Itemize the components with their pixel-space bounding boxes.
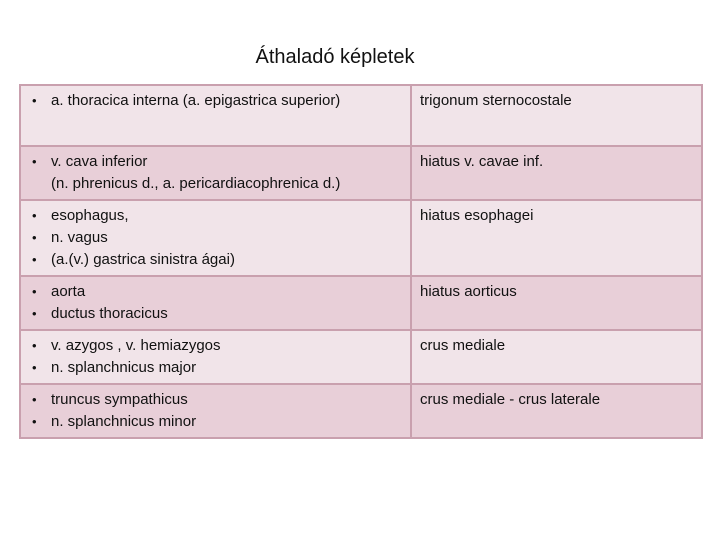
- list-item: • (a.(v.) gastrica sinistra ágai): [29, 249, 402, 271]
- structures-cell: [20, 85, 411, 146]
- structures-cell: [20, 276, 411, 330]
- structures-cell: [20, 200, 411, 276]
- list-item: • n. splanchnicus major: [29, 357, 402, 379]
- table-row: [20, 85, 702, 146]
- bullet-icon: •: [32, 252, 37, 267]
- bullet-icon: •: [32, 230, 37, 245]
- table-row: [20, 384, 702, 438]
- bullet-icon: •: [32, 392, 37, 407]
- list-item: • a. thoracica interna (a. epigastrica superior): [29, 90, 402, 112]
- table-row: [20, 200, 702, 276]
- bullet-list: [29, 205, 402, 271]
- bullet-icon: •: [32, 360, 37, 375]
- bullet-icon: •: [32, 306, 37, 321]
- bullet-icon: •: [32, 93, 37, 108]
- location-cell: crus mediale: [411, 330, 702, 384]
- bullet-list: [29, 335, 402, 379]
- table-row: [20, 330, 702, 384]
- list-item: • n. splanchnicus minor: [29, 411, 402, 433]
- list-item: • ductus thoracicus: [29, 303, 402, 325]
- structures-cell: [20, 330, 411, 384]
- page-title: Áthaladó képletek: [255, 46, 415, 68]
- bullet-list: [29, 281, 402, 325]
- bullet-list: [29, 90, 402, 112]
- sub-note: (n. phrenicus d., a. pericardiacophrenica d.): [51, 175, 341, 192]
- bullet-icon: •: [32, 338, 37, 353]
- list-item: • esophagus,: [29, 205, 402, 227]
- location-cell: hiatus aorticus: [411, 276, 702, 330]
- structures-cell: [20, 384, 411, 438]
- location-cell: trigonum sternocostale: [411, 85, 702, 146]
- structures-table: [19, 84, 703, 439]
- bullet-icon: •: [32, 208, 37, 223]
- location-cell: crus mediale - crus laterale: [411, 384, 702, 438]
- list-item: • aorta: [29, 281, 402, 303]
- table-row: [20, 146, 702, 200]
- location-cell: hiatus esophagei: [411, 200, 702, 276]
- structures-cell: [20, 146, 411, 200]
- bullet-list: [29, 151, 402, 173]
- bullet-icon: •: [32, 154, 37, 169]
- bullet-list: [29, 389, 402, 433]
- list-item: • v. cava inferior: [29, 151, 402, 173]
- bullet-icon: •: [32, 284, 37, 299]
- bullet-icon: •: [32, 414, 37, 429]
- list-item: • truncus sympathicus: [29, 389, 402, 411]
- location-cell: hiatus v. cavae inf.: [411, 146, 702, 200]
- table-row: [20, 276, 702, 330]
- list-item: • v. azygos , v. hemiazygos: [29, 335, 402, 357]
- list-item: • n. vagus: [29, 227, 402, 249]
